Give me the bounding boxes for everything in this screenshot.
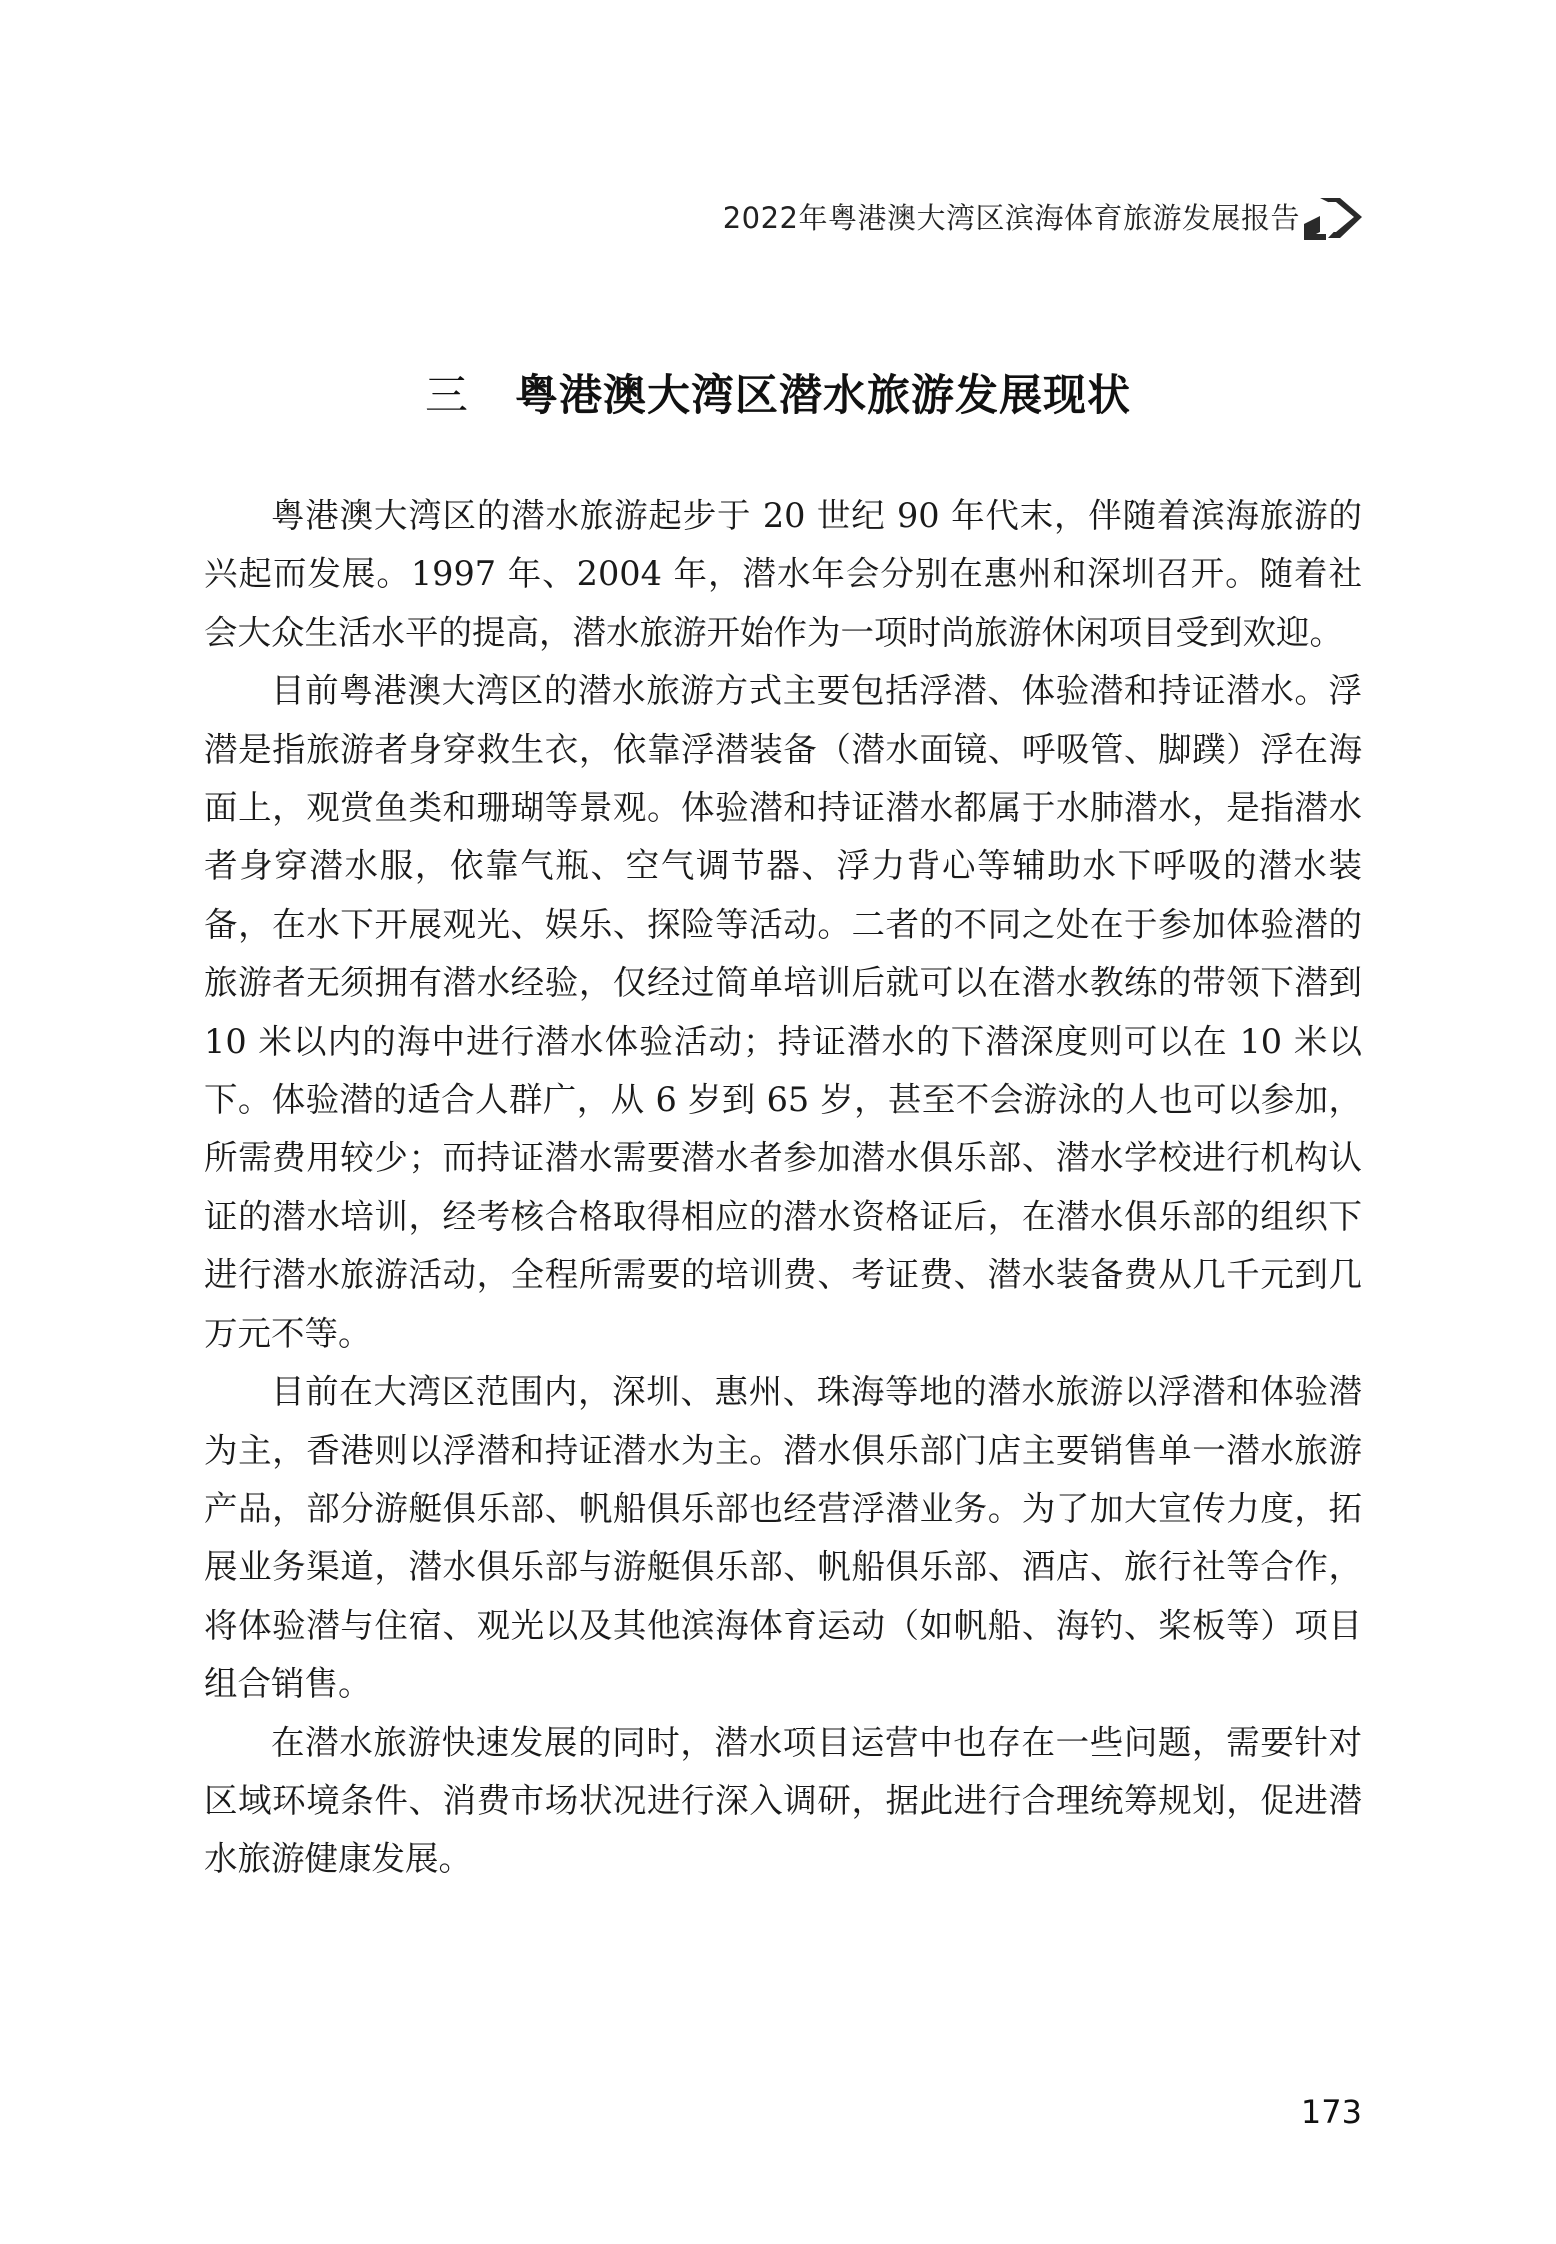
paragraph: 目前粤港澳大湾区的潜水旅游方式主要包括浮潜、体验潜和持证潜水。浮潜是指旅游者身穿救生衣，依靠浮潜装备（潜水面镜、呼吸管、脚蹼）浮在海面上，观赏鱼类和珊瑚等景观。体验潜和持证潜水都属于水肺潜水，是指潜水者身穿潜水服，依靠气瓶、空气调节器、浮力背心等辅助水下呼吸的潜水装备，在水下开展观光、娱乐、探险等活动。二者的不同之处在于参加体验潜的旅游者无须拥有潜水经验，仅经过简单培训后就可以在潜水教练的带领下潜到 10 米以内的海中进行潜水体验活动；持证潜水的下潜深度则可以在 10 米以下。体验潜的适合人群广，从 6 岁到 65 岁，甚至不会游泳的人也可以参加，所需费用较少；而持证潜水需要潜水者参加潜水俱乐部、潜水学校进行机构认证的潜水培训，经考核合格取得相应的潜水资格证后，在潜水俱乐部的组织下进行潜水旅游活动，全程所需要的培训费、考证费、潜水装备费从几千元到几万元不等。 <box>204 671 1362 1353</box>
paragraph: 在潜水旅游快速发展的同时，潜水项目运营中也存在一些问题，需要针对区域环境条件、消费市场状况进行深入调研，据此进行合理统筹规划，促进潜水旅游健康发展。 <box>204 1722 1362 1879</box>
paragraph: 粤港澳大湾区的潜水旅游起步于 20 世纪 90 年代末，伴随着滨海旅游的兴起而发展。1997 年、2004 年，潜水年会分别在惠州和深圳召开。随着社会大众生活水平的提高，潜水旅游开始作为一项时尚旅游休闲项目受到欢迎。 <box>204 496 1362 652</box>
body-text <box>204 487 1362 1889</box>
running-header: 2022年粤港澳大湾区滨海体育旅游发展报告 <box>722 201 1300 235</box>
section-title <box>0 362 1556 423</box>
page-number: 173 <box>1300 2093 1362 2131</box>
paragraph: 目前在大湾区范围内，深圳、惠州、珠海等地的潜水旅游以浮潜和体验潜为主，香港则以浮潜和持证潜水为主。潜水俱乐部门店主要销售单一潜水旅游产品，部分游艇俱乐部、帆船俱乐部也经营浮潜业务。为了加大宣传力度，拓展业务渠道，潜水俱乐部与游艇俱乐部、帆船俱乐部、酒店、旅行社等合作，将体验潜与住宿、观光以及其他滨海体育运动（如帆船、海钓、桨板等）项目组合销售。 <box>204 1372 1362 1704</box>
book-logo-icon <box>1300 186 1370 244</box>
section-heading: 粤港澳大湾区潜水旅游发展现状 <box>515 371 1131 421</box>
section-number: 三 <box>425 371 469 421</box>
